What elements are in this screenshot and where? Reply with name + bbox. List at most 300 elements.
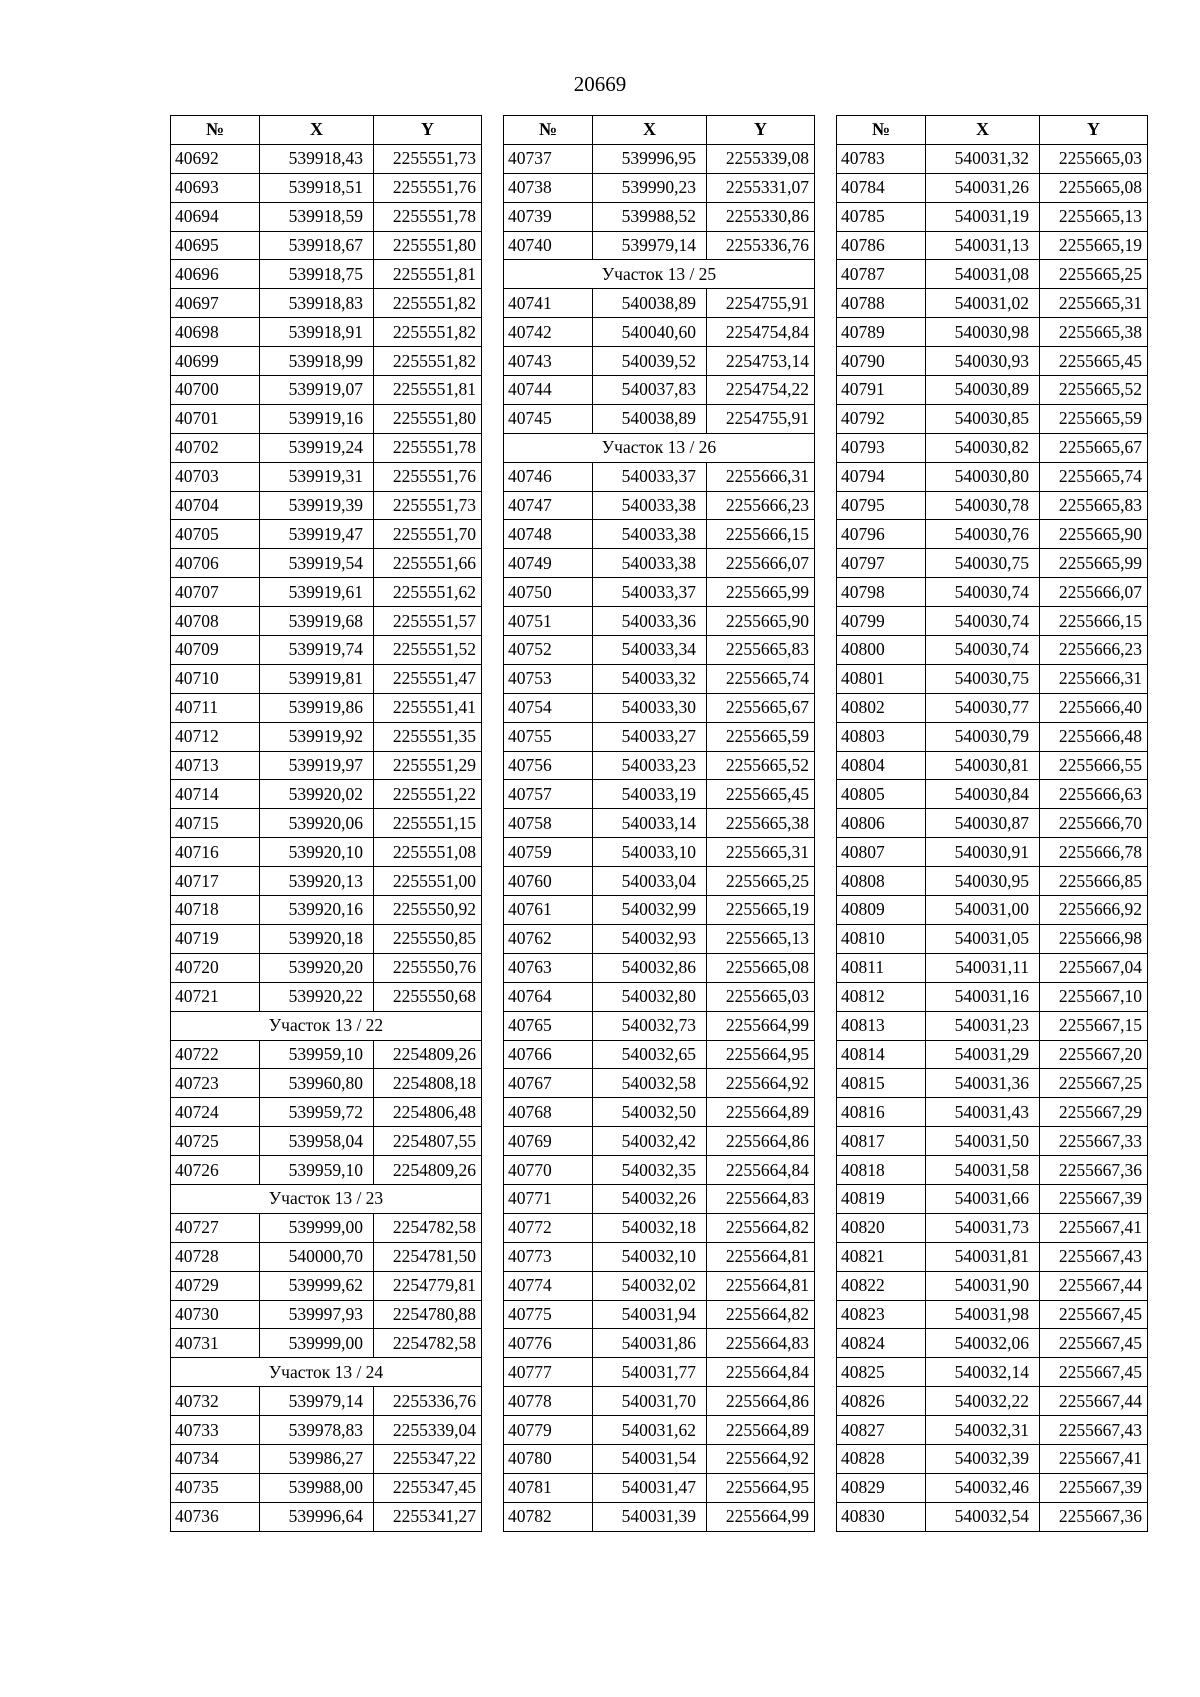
x-coordinate-cell: 540032,73 <box>593 1011 707 1040</box>
x-coordinate-cell: 540040,60 <box>593 318 707 347</box>
x-coordinate-cell: 540030,76 <box>926 520 1040 549</box>
table-row <box>504 404 815 433</box>
x-coordinate-cell: 540030,74 <box>926 578 1040 607</box>
table-row <box>171 1098 482 1127</box>
point-number-cell: 40768 <box>504 1098 593 1127</box>
y-coordinate-cell: 2255667,36 <box>1040 1502 1148 1531</box>
y-coordinate-cell: 2254779,81 <box>374 1271 482 1300</box>
table-row <box>171 1416 482 1445</box>
page-number: 20669 <box>573 72 627 96</box>
y-coordinate-cell: 2255551,80 <box>374 404 482 433</box>
y-coordinate-cell: 2255666,31 <box>1040 664 1148 693</box>
point-number-cell: 40744 <box>504 376 593 405</box>
x-coordinate-cell: 539919,61 <box>260 578 374 607</box>
x-coordinate-cell: 540030,89 <box>926 376 1040 405</box>
table-row <box>504 1184 815 1213</box>
y-coordinate-cell: 2255551,52 <box>374 636 482 665</box>
point-number-cell: 40808 <box>837 867 926 896</box>
section-title: Участок 13 / 22 <box>171 1011 482 1040</box>
y-coordinate-cell: 2255339,08 <box>707 144 815 173</box>
point-number-cell: 40788 <box>837 289 926 318</box>
table-row <box>171 953 482 982</box>
table-row <box>171 549 482 578</box>
point-number-cell: 40717 <box>171 867 260 896</box>
x-coordinate-cell: 540030,85 <box>926 404 1040 433</box>
x-coordinate-cell: 540031,50 <box>926 1127 1040 1156</box>
y-coordinate-cell: 2255551,73 <box>374 144 482 173</box>
x-coordinate-cell: 540031,47 <box>593 1473 707 1502</box>
point-number-cell: 40740 <box>504 231 593 260</box>
table-row <box>837 1184 1148 1213</box>
y-coordinate-cell: 2255550,76 <box>374 953 482 982</box>
x-coordinate-cell: 540030,78 <box>926 491 1040 520</box>
y-coordinate-cell: 2255665,83 <box>707 636 815 665</box>
x-coordinate-cell: 540033,14 <box>593 809 707 838</box>
table-row <box>504 1213 815 1242</box>
y-coordinate-cell: 2255551,70 <box>374 520 482 549</box>
y-coordinate-cell: 2255664,89 <box>707 1416 815 1445</box>
table-row <box>837 607 1148 636</box>
point-number-cell: 40715 <box>171 809 260 838</box>
x-coordinate-cell: 539919,24 <box>260 433 374 462</box>
y-coordinate-cell: 2255550,85 <box>374 924 482 953</box>
x-coordinate-cell: 539918,99 <box>260 347 374 376</box>
x-coordinate-cell: 539920,18 <box>260 924 374 953</box>
point-number-cell: 40801 <box>837 664 926 693</box>
y-coordinate-cell: 2254806,48 <box>374 1098 482 1127</box>
table-row <box>837 982 1148 1011</box>
x-coordinate-cell: 540031,58 <box>926 1156 1040 1185</box>
y-coordinate-cell: 2255667,43 <box>1040 1416 1148 1445</box>
table-row <box>837 1444 1148 1473</box>
x-coordinate-cell: 540030,77 <box>926 693 1040 722</box>
x-coordinate-cell: 540032,80 <box>593 982 707 1011</box>
table-row <box>504 173 815 202</box>
point-number-cell: 40781 <box>504 1473 593 1502</box>
x-coordinate-cell: 540030,74 <box>926 636 1040 665</box>
point-number-cell: 40721 <box>171 982 260 1011</box>
x-coordinate-cell: 539918,59 <box>260 202 374 231</box>
table-row <box>837 1011 1148 1040</box>
table-row <box>504 1098 815 1127</box>
point-number-cell: 40700 <box>171 376 260 405</box>
x-coordinate-cell: 540030,82 <box>926 433 1040 462</box>
point-number-cell: 40814 <box>837 1040 926 1069</box>
y-coordinate-cell: 2255667,45 <box>1040 1358 1148 1387</box>
point-number-cell: 40754 <box>504 693 593 722</box>
x-coordinate-cell: 540039,52 <box>593 347 707 376</box>
y-coordinate-cell: 2255551,66 <box>374 549 482 578</box>
table-row <box>504 202 815 231</box>
point-number-cell: 40817 <box>837 1127 926 1156</box>
y-coordinate-cell: 2255551,35 <box>374 722 482 751</box>
table-row <box>171 1300 482 1329</box>
table-row <box>171 722 482 751</box>
x-coordinate-cell: 540031,94 <box>593 1300 707 1329</box>
x-coordinate-cell: 540033,04 <box>593 867 707 896</box>
y-coordinate-cell: 2255551,15 <box>374 809 482 838</box>
x-coordinate-cell: 540030,93 <box>926 347 1040 376</box>
y-coordinate-cell: 2254755,91 <box>707 404 815 433</box>
table-row <box>171 636 482 665</box>
x-coordinate-cell: 539918,91 <box>260 318 374 347</box>
table-row <box>504 1358 815 1387</box>
point-number-cell: 40726 <box>171 1156 260 1185</box>
table-row <box>171 664 482 693</box>
point-number-cell: 40780 <box>504 1444 593 1473</box>
point-number-cell: 40805 <box>837 780 926 809</box>
y-coordinate-cell: 2255666,78 <box>1040 838 1148 867</box>
y-coordinate-cell: 2255667,04 <box>1040 953 1148 982</box>
point-number-cell: 40816 <box>837 1098 926 1127</box>
table-row <box>504 982 815 1011</box>
point-number-cell: 40711 <box>171 693 260 722</box>
x-coordinate-cell: 540032,22 <box>926 1387 1040 1416</box>
table-row <box>171 462 482 491</box>
x-coordinate-cell: 540032,02 <box>593 1271 707 1300</box>
y-coordinate-cell: 2255551,73 <box>374 491 482 520</box>
point-number-cell: 40771 <box>504 1184 593 1213</box>
x-coordinate-cell: 540033,32 <box>593 664 707 693</box>
x-coordinate-cell: 539918,83 <box>260 289 374 318</box>
y-coordinate-cell: 2255665,67 <box>1040 433 1148 462</box>
point-number-cell: 40741 <box>504 289 593 318</box>
y-coordinate-cell: 2255665,59 <box>1040 404 1148 433</box>
table-row <box>837 1242 1148 1271</box>
y-coordinate-cell: 2255666,23 <box>707 491 815 520</box>
x-coordinate-cell: 539918,51 <box>260 173 374 202</box>
y-coordinate-cell: 2255551,81 <box>374 260 482 289</box>
x-coordinate-cell: 540030,98 <box>926 318 1040 347</box>
point-number-cell: 40736 <box>171 1502 260 1531</box>
x-coordinate-cell: 540033,38 <box>593 520 707 549</box>
point-number-cell: 40737 <box>504 144 593 173</box>
table-row <box>504 636 815 665</box>
y-coordinate-cell: 2255336,76 <box>374 1387 482 1416</box>
table-row <box>504 549 815 578</box>
x-coordinate-cell: 540031,32 <box>926 144 1040 173</box>
x-coordinate-cell: 539918,43 <box>260 144 374 173</box>
table-row <box>504 491 815 520</box>
y-coordinate-cell: 2255665,74 <box>707 664 815 693</box>
table-row <box>837 1156 1148 1185</box>
coordinates-table-2 <box>503 115 815 1532</box>
x-coordinate-cell: 539999,00 <box>260 1213 374 1242</box>
x-coordinate-cell: 539999,62 <box>260 1271 374 1300</box>
y-coordinate-cell: 2255664,92 <box>707 1069 815 1098</box>
table-row <box>504 231 815 260</box>
table-row <box>837 231 1148 260</box>
header-y: Y <box>1040 116 1148 145</box>
table-row <box>171 1069 482 1098</box>
x-coordinate-cell: 539919,97 <box>260 751 374 780</box>
point-number-cell: 40699 <box>171 347 260 376</box>
x-coordinate-cell: 539959,10 <box>260 1040 374 1069</box>
point-number-cell: 40820 <box>837 1213 926 1242</box>
x-coordinate-cell: 539919,81 <box>260 664 374 693</box>
point-number-cell: 40823 <box>837 1300 926 1329</box>
y-coordinate-cell: 2255551,00 <box>374 867 482 896</box>
point-number-cell: 40778 <box>504 1387 593 1416</box>
x-coordinate-cell: 539919,39 <box>260 491 374 520</box>
y-coordinate-cell: 2255665,52 <box>707 751 815 780</box>
point-number-cell: 40793 <box>837 433 926 462</box>
table-row <box>837 722 1148 751</box>
point-number-cell: 40738 <box>504 173 593 202</box>
x-coordinate-cell: 540031,73 <box>926 1213 1040 1242</box>
table-row <box>171 376 482 405</box>
point-number-cell: 40806 <box>837 809 926 838</box>
point-number-cell: 40730 <box>171 1300 260 1329</box>
point-number-cell: 40786 <box>837 231 926 260</box>
point-number-cell: 40755 <box>504 722 593 751</box>
x-coordinate-cell: 540038,89 <box>593 404 707 433</box>
table-row <box>171 520 482 549</box>
table-row <box>504 838 815 867</box>
table-row <box>837 693 1148 722</box>
x-coordinate-cell: 540032,54 <box>926 1502 1040 1531</box>
y-coordinate-cell: 2255667,41 <box>1040 1444 1148 1473</box>
table-row <box>171 693 482 722</box>
section-row <box>504 260 815 289</box>
table-row <box>504 1444 815 1473</box>
point-number-cell: 40815 <box>837 1069 926 1098</box>
point-number-cell: 40791 <box>837 376 926 405</box>
point-number-cell: 40729 <box>171 1271 260 1300</box>
x-coordinate-cell: 539996,95 <box>593 144 707 173</box>
point-number-cell: 40787 <box>837 260 926 289</box>
y-coordinate-cell: 2255664,82 <box>707 1213 815 1242</box>
y-coordinate-cell: 2254754,84 <box>707 318 815 347</box>
point-number-cell: 40822 <box>837 1271 926 1300</box>
point-number-cell: 40709 <box>171 636 260 665</box>
point-number-cell: 40756 <box>504 751 593 780</box>
x-coordinate-cell: 539959,10 <box>260 1156 374 1185</box>
x-coordinate-cell: 540031,11 <box>926 953 1040 982</box>
y-coordinate-cell: 2255551,22 <box>374 780 482 809</box>
table-row <box>504 1329 815 1358</box>
table-row <box>837 1127 1148 1156</box>
point-number-cell: 40824 <box>837 1329 926 1358</box>
table-row <box>504 751 815 780</box>
y-coordinate-cell: 2255665,31 <box>707 838 815 867</box>
table-row <box>171 202 482 231</box>
x-coordinate-cell: 540032,65 <box>593 1040 707 1069</box>
section-title: Участок 13 / 25 <box>504 260 815 289</box>
point-number-cell: 40821 <box>837 1242 926 1271</box>
x-coordinate-cell: 540030,75 <box>926 664 1040 693</box>
point-number-cell: 40776 <box>504 1329 593 1358</box>
x-coordinate-cell: 539958,04 <box>260 1127 374 1156</box>
point-number-cell: 40745 <box>504 404 593 433</box>
table-row <box>837 664 1148 693</box>
y-coordinate-cell: 2255665,19 <box>1040 231 1148 260</box>
x-coordinate-cell: 540032,42 <box>593 1127 707 1156</box>
table-row <box>837 751 1148 780</box>
y-coordinate-cell: 2255665,31 <box>1040 289 1148 318</box>
y-coordinate-cell: 2254782,58 <box>374 1329 482 1358</box>
point-number-cell: 40761 <box>504 896 593 925</box>
x-coordinate-cell: 540031,81 <box>926 1242 1040 1271</box>
point-number-cell: 40800 <box>837 636 926 665</box>
table-row <box>837 1098 1148 1127</box>
table-row <box>171 1127 482 1156</box>
y-coordinate-cell: 2255665,83 <box>1040 491 1148 520</box>
section-row <box>171 1184 482 1213</box>
y-coordinate-cell: 2255667,43 <box>1040 1242 1148 1271</box>
table-row <box>504 578 815 607</box>
point-number-cell: 40763 <box>504 953 593 982</box>
table-row <box>504 953 815 982</box>
x-coordinate-cell: 539919,74 <box>260 636 374 665</box>
table-row <box>171 607 482 636</box>
y-coordinate-cell: 2255667,20 <box>1040 1040 1148 1069</box>
table-row <box>171 780 482 809</box>
point-number-cell: 40702 <box>171 433 260 462</box>
y-coordinate-cell: 2255665,08 <box>707 953 815 982</box>
point-number-cell: 40802 <box>837 693 926 722</box>
x-coordinate-cell: 540033,38 <box>593 491 707 520</box>
table-row <box>837 578 1148 607</box>
y-coordinate-cell: 2255665,59 <box>707 722 815 751</box>
table-row <box>837 1300 1148 1329</box>
y-coordinate-cell: 2255664,81 <box>707 1242 815 1271</box>
x-coordinate-cell: 540033,37 <box>593 462 707 491</box>
table-row <box>504 520 815 549</box>
y-coordinate-cell: 2255664,83 <box>707 1184 815 1213</box>
table-row <box>171 491 482 520</box>
point-number-cell: 40762 <box>504 924 593 953</box>
point-number-cell: 40769 <box>504 1127 593 1156</box>
x-coordinate-cell: 540033,37 <box>593 578 707 607</box>
y-coordinate-cell: 2255664,86 <box>707 1127 815 1156</box>
point-number-cell: 40789 <box>837 318 926 347</box>
x-coordinate-cell: 540033,34 <box>593 636 707 665</box>
y-coordinate-cell: 2255665,25 <box>707 867 815 896</box>
x-coordinate-cell: 539960,80 <box>260 1069 374 1098</box>
y-coordinate-cell: 2255666,15 <box>707 520 815 549</box>
table-row <box>171 433 482 462</box>
table-row <box>171 1444 482 1473</box>
table-row <box>171 1502 482 1531</box>
point-number-cell: 40719 <box>171 924 260 953</box>
point-number-cell: 40826 <box>837 1387 926 1416</box>
table-row <box>171 809 482 838</box>
point-number-cell: 40713 <box>171 751 260 780</box>
table-row <box>504 1416 815 1445</box>
x-coordinate-cell: 540032,10 <box>593 1242 707 1271</box>
table-row <box>504 809 815 838</box>
point-number-cell: 40810 <box>837 924 926 953</box>
table-header-row <box>837 116 1148 145</box>
x-coordinate-cell: 539919,31 <box>260 462 374 491</box>
x-coordinate-cell: 540030,75 <box>926 549 1040 578</box>
point-number-cell: 40735 <box>171 1473 260 1502</box>
y-coordinate-cell: 2255551,47 <box>374 664 482 693</box>
y-coordinate-cell: 2255551,29 <box>374 751 482 780</box>
y-coordinate-cell: 2255664,82 <box>707 1300 815 1329</box>
table-row <box>504 376 815 405</box>
table-row <box>504 867 815 896</box>
x-coordinate-cell: 539919,47 <box>260 520 374 549</box>
table-row <box>504 1127 815 1156</box>
x-coordinate-cell: 540031,70 <box>593 1387 707 1416</box>
x-coordinate-cell: 539986,27 <box>260 1444 374 1473</box>
x-coordinate-cell: 540032,99 <box>593 896 707 925</box>
point-number-cell: 40775 <box>504 1300 593 1329</box>
y-coordinate-cell: 2255551,76 <box>374 462 482 491</box>
table-row <box>837 1271 1148 1300</box>
x-coordinate-cell: 540032,06 <box>926 1329 1040 1358</box>
point-number-cell: 40782 <box>504 1502 593 1531</box>
table-row <box>504 1011 815 1040</box>
table-row <box>504 289 815 318</box>
y-coordinate-cell: 2255665,13 <box>707 924 815 953</box>
x-coordinate-cell: 540033,23 <box>593 751 707 780</box>
x-coordinate-cell: 540037,83 <box>593 376 707 405</box>
x-coordinate-cell: 539920,13 <box>260 867 374 896</box>
table-row <box>171 1040 482 1069</box>
table-row <box>171 924 482 953</box>
y-coordinate-cell: 2255666,15 <box>1040 607 1148 636</box>
section-row <box>504 433 815 462</box>
point-number-cell: 40796 <box>837 520 926 549</box>
table-row <box>837 1040 1148 1069</box>
table-row <box>837 953 1148 982</box>
y-coordinate-cell: 2254753,14 <box>707 347 815 376</box>
x-coordinate-cell: 539988,00 <box>260 1473 374 1502</box>
point-number-cell: 40739 <box>504 202 593 231</box>
table-row <box>171 144 482 173</box>
y-coordinate-cell: 2255665,25 <box>1040 260 1148 289</box>
header-x: X <box>593 116 707 145</box>
y-coordinate-cell: 2255665,74 <box>1040 462 1148 491</box>
point-number-cell: 40724 <box>171 1098 260 1127</box>
section-title: Участок 13 / 24 <box>171 1358 482 1387</box>
y-coordinate-cell: 2255551,78 <box>374 433 482 462</box>
x-coordinate-cell: 540030,84 <box>926 780 1040 809</box>
table-row <box>171 578 482 607</box>
table-row <box>171 896 482 925</box>
x-coordinate-cell: 540032,58 <box>593 1069 707 1098</box>
y-coordinate-cell: 2255666,98 <box>1040 924 1148 953</box>
x-coordinate-cell: 540031,43 <box>926 1098 1040 1127</box>
x-coordinate-cell: 539979,14 <box>260 1387 374 1416</box>
point-number-cell: 40743 <box>504 347 593 376</box>
y-coordinate-cell: 2255665,38 <box>707 809 815 838</box>
point-number-cell: 40757 <box>504 780 593 809</box>
table-row <box>837 260 1148 289</box>
header-y: Y <box>707 116 815 145</box>
point-number-cell: 40727 <box>171 1213 260 1242</box>
table-row <box>171 867 482 896</box>
point-number-cell: 40749 <box>504 549 593 578</box>
point-number-cell: 40829 <box>837 1473 926 1502</box>
point-number-cell: 40773 <box>504 1242 593 1271</box>
x-coordinate-cell: 540031,08 <box>926 260 1040 289</box>
x-coordinate-cell: 540032,14 <box>926 1358 1040 1387</box>
x-coordinate-cell: 539919,16 <box>260 404 374 433</box>
table-row <box>837 1358 1148 1387</box>
y-coordinate-cell: 2255339,04 <box>374 1416 482 1445</box>
x-coordinate-cell: 540031,16 <box>926 982 1040 1011</box>
y-coordinate-cell: 2255550,68 <box>374 982 482 1011</box>
y-coordinate-cell: 2255664,84 <box>707 1156 815 1185</box>
y-coordinate-cell: 2255551,78 <box>374 202 482 231</box>
table-row <box>837 1069 1148 1098</box>
x-coordinate-cell: 539920,20 <box>260 953 374 982</box>
x-coordinate-cell: 539918,75 <box>260 260 374 289</box>
